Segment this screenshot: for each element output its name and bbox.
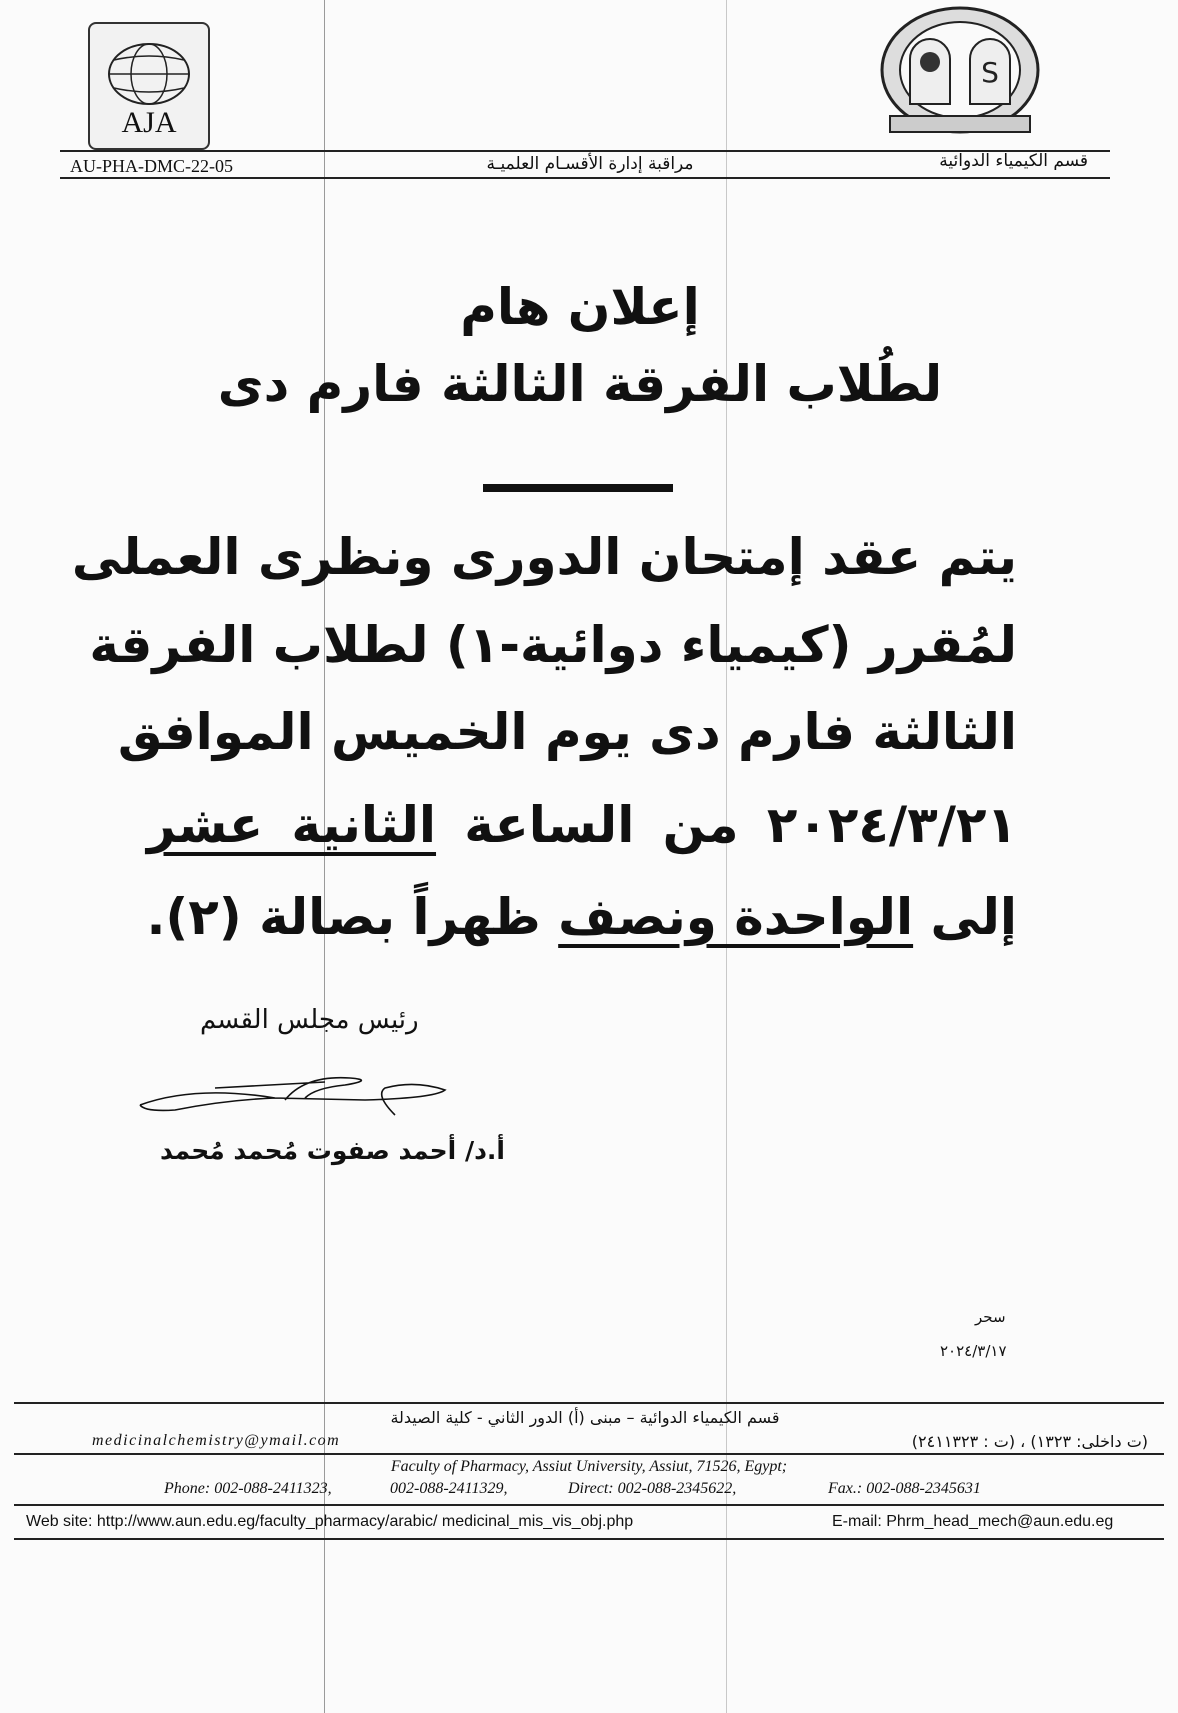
start-time-text: الثانية عشر: [147, 796, 437, 854]
exam-date-text: ٢٠٢٤/٣/٢١ من الساعة: [436, 796, 1018, 854]
announcement-subtitle: لطُلاب الفرقة الثالثة فارم دى: [217, 355, 943, 413]
footer-fax: Fax.: 002-088-2345631: [828, 1480, 981, 1497]
svg-text:S: S: [981, 56, 999, 89]
scan-fold-line: [324, 0, 325, 1713]
handwritten-signature: [135, 1060, 455, 1120]
footer-direct: Direct: 002-088-2345622,: [568, 1480, 737, 1497]
signatory-name: أ.د/ أحمد صفوت مُحمد مُحمد: [160, 1136, 505, 1165]
footer-website[interactable]: Web site: http://www.aun.edu.eg/faculty_pharmacy/arabic/ medicinal_mis_vis_obj.php: [26, 1513, 634, 1530]
footer-extension: (ت داخلى: ١٣٢٣) ، (ت : ٢٤١١٣٢٣): [911, 1432, 1148, 1451]
body-line-2: لمُقرر (كيمياء دوائية-١) لطلاب الفرقة: [89, 616, 1017, 674]
signatory-role: رئيس مجلس القسم: [200, 1005, 419, 1035]
footer-address-ar: قسم الكيمياء الدوائية – مبنى (أ) الدور الثاني - كلية الصيدلة: [390, 1408, 780, 1427]
body-line-4: [147, 796, 1017, 854]
footer-email-left: medicinalchemistry@ymail.com: [92, 1432, 341, 1449]
doc-code: AU-PHA-DMC-22-05: [70, 156, 233, 176]
to-text: إلى: [913, 888, 1017, 946]
issue-date: ٢٠٢٤/٣/١٧: [940, 1342, 1007, 1360]
body-line-1: يتم عقد إمتحان الدورى ونظرى العملى: [71, 528, 1017, 586]
body-line-5: [146, 888, 1017, 946]
footer-phone-2: 002-088-2411329,: [390, 1480, 508, 1497]
title-divider: [483, 484, 673, 492]
footer-rule: [14, 1453, 1164, 1455]
globe-icon: [90, 24, 208, 114]
footer-rule: [14, 1538, 1164, 1540]
aja-logo: [88, 22, 210, 150]
header-center-text: مراقبة إدارة الأقسـام العلميـة: [486, 154, 694, 174]
footer-rule: [14, 1504, 1164, 1506]
announcement-title: إعلان هام: [460, 278, 700, 336]
university-seal-logo: [872, 4, 1048, 144]
department-name: قسم الكيمياء الدوائية: [939, 151, 1088, 171]
scan-fold-line: [726, 0, 727, 1713]
preparer-initials: سحر: [975, 1308, 1006, 1326]
end-time-text: الواحدة ونصف: [558, 888, 914, 946]
footer-phone: Phone: 002-088-2411323,: [164, 1480, 332, 1497]
location-text: ظهراً بصالة (٢).: [146, 888, 559, 946]
header-rule: [60, 177, 1110, 179]
footer-address-en: Faculty of Pharmacy, Assiut University, Assiut, 71526, Egypt;: [390, 1458, 788, 1475]
footer-rule: [14, 1402, 1164, 1404]
aja-logo-text: AJA: [121, 106, 177, 139]
footer-email[interactable]: E-mail: Phrm_head_mech@aun.edu.eg: [832, 1513, 1114, 1530]
body-line-3: الثالثة فارم دى يوم الخميس الموافق: [117, 703, 1017, 761]
